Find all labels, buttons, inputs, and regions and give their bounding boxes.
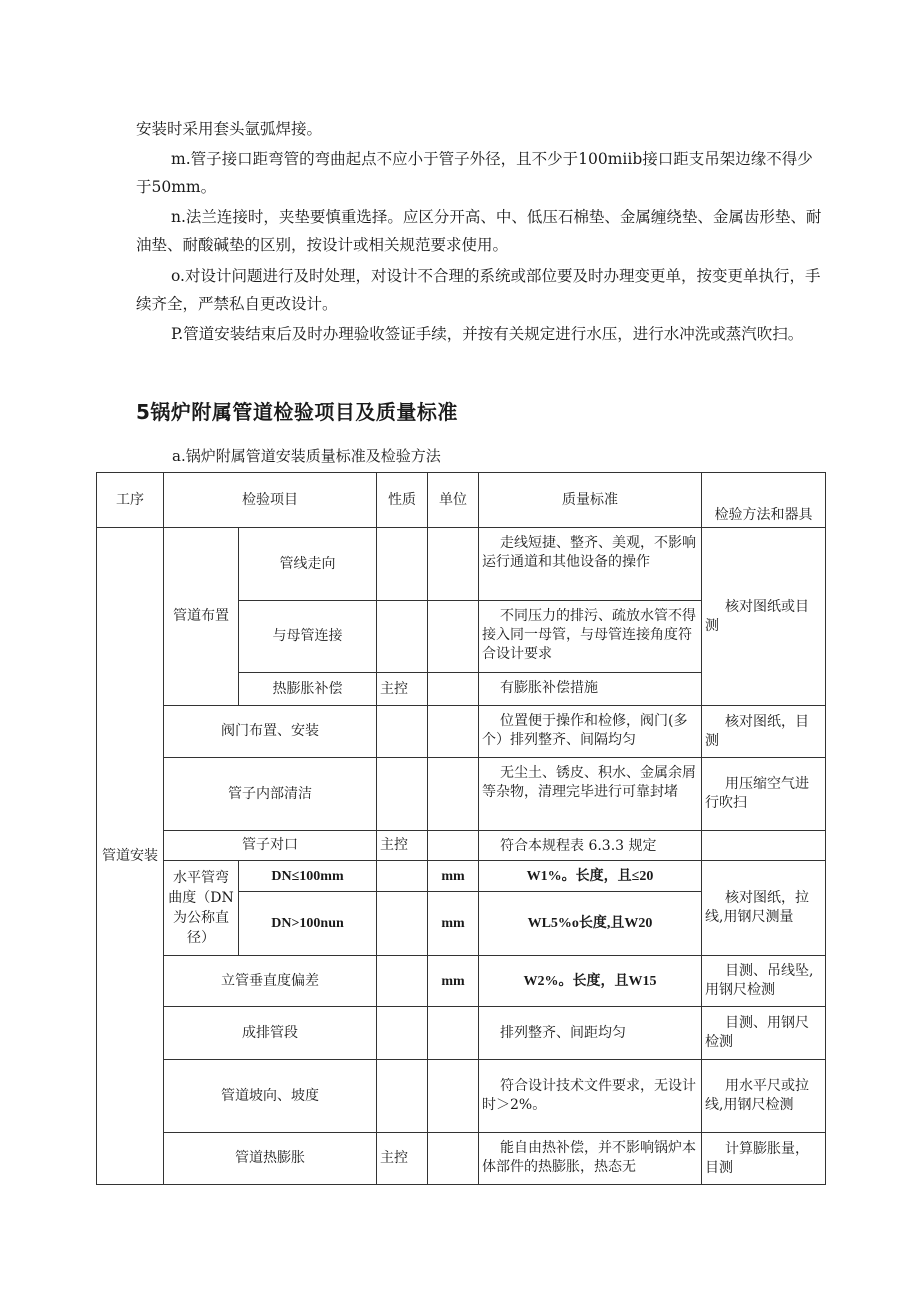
unit-cell [428,1060,479,1133]
method-cell: 用水平尺或拉线,用钢尺检测 [702,1060,826,1133]
header-unit: 单位 [428,473,479,528]
standard-cell: W2%。长度，且W15 [479,956,702,1007]
nature-cell [377,1060,428,1133]
standard-cell: 符合设计技术文件要求，无设计时＞2%。 [479,1060,702,1133]
item-cell: 管线走向 [239,528,377,601]
table-header-row [97,473,826,528]
method-cell: 核对图纸或目测 [702,528,826,706]
standard-cell: 无尘土、锈皮、积水、金属余屑等杂物，清理完毕进行可靠封堵 [479,758,702,831]
unit-cell [428,528,479,601]
nature-cell: 主控 [377,1133,428,1185]
layout-group-cell: 管道布置 [164,528,239,706]
unit-cell [428,758,479,831]
method-cell: 目测、吊线坠,用钢尺检测 [702,956,826,1007]
method-cell: 计算膨胀量，目测 [702,1133,826,1185]
nature-cell [377,861,428,892]
unit-cell [428,706,479,758]
table-title: a.锅炉附属管道安装质量标准及检验方法 [172,447,441,465]
item-cell: 管子对口 [164,831,377,861]
paragraph-o: o.对设计问题进行及时处理，对设计不合理的系统或部位要及时办理变更单，按变更单执行，手续齐全，严禁私自更改设计。 [136,267,821,313]
table-row [97,956,826,1007]
unit-cell [428,601,479,673]
table-row [97,528,826,601]
item-cell: 热膨胀补偿 [239,673,377,706]
paragraph-p: P.管道安装结束后及时办理验收签证手续，并按有关规定进行水压，进行水冲洗或蒸汽吹扫。 [171,325,804,343]
nature-cell [377,706,428,758]
table-row [97,1060,826,1133]
sub-item-cell: DN>100nun [239,892,377,956]
standard-cell: 不同压力的排污、疏放水管不得接入同一母管，与母管连接角度符合设计要求 [479,601,702,673]
item-cell: 阀门布置、安装 [164,706,377,758]
section-heading: 5锅炉附属管道检验项目及质量标准 [136,400,458,424]
method-cell: 核对图纸，目测 [702,706,826,758]
standard-cell: 符合本规程表 6.3.3 规定 [479,831,702,861]
nature-cell: 主控 [377,673,428,706]
unit-cell [428,831,479,861]
table-row [97,1133,826,1185]
header-nature: 性质 [377,473,428,528]
quality-standard-table [96,472,826,1185]
bend-group-cell: 水平管弯曲度（DN为公称直径） [164,861,239,956]
standard-cell: WL5%o长度,且W20 [479,892,702,956]
header-item: 检验项目 [164,473,377,528]
nature-cell [377,956,428,1007]
header-standard: 质量标准 [479,473,702,528]
unit-cell: mm [428,861,479,892]
table-row [97,831,826,861]
nature-cell: 主控 [377,831,428,861]
nature-cell [377,892,428,956]
process-cell: 管道安装 [97,528,164,1185]
method-cell: 核对图纸，拉线,用钢尺测量 [702,861,826,956]
standard-cell: 能自由热补偿，并不影响锅炉本体部件的热膨胀，热态无 [479,1133,702,1185]
table-row [97,861,826,892]
standard-cell: 位置便于操作和检修，阀门(多个）排列整齐、间隔均匀 [479,706,702,758]
unit-cell [428,1007,479,1060]
item-cell: 管子内部清洁 [164,758,377,831]
nature-cell [377,528,428,601]
table-row [97,706,826,758]
item-cell: 立管垂直度偏差 [164,956,377,1007]
header-method: 检验方法和器具 [702,473,826,528]
method-cell: 用压缩空气进行吹扫 [702,758,826,831]
unit-cell: mm [428,956,479,1007]
nature-cell [377,1007,428,1060]
sub-item-cell: DN≤100mm [239,861,377,892]
paragraph-l-continuation: 安装时采用套头氩弧焊接。 [136,120,323,138]
item-cell: 与母管连接 [239,601,377,673]
table-row [97,1007,826,1060]
nature-cell [377,601,428,673]
header-process: 工序 [97,473,164,528]
unit-cell [428,673,479,706]
standard-cell: 走线短捷、整齐、美观，不影响运行通道和其他设备的操作 [479,528,702,601]
nature-cell [377,758,428,831]
unit-cell: mm [428,892,479,956]
standard-cell: 排列整齐、间距均匀 [479,1007,702,1060]
paragraph-m: m.管子接口距弯管的弯曲起点不应小于管子外径，且不少于100miib接口距支吊架边缘不得少于50mm。 [136,150,813,196]
unit-cell [428,1133,479,1185]
item-cell: 管道坡向、坡度 [164,1060,377,1133]
paragraph-n: n.法兰连接时，夹垫要慎重选择。应区分开高、中、低压石棉垫、金属缠绕垫、金属齿形垫、耐油垫、耐酸碱垫的区别，按设计或相关规范要求使用。 [136,208,822,254]
standard-cell: 有膨胀补偿措施 [479,673,702,706]
item-cell: 管道热膨胀 [164,1133,377,1185]
method-cell [702,831,826,861]
table-row [97,758,826,831]
standard-cell: W1%。长度，且≤20 [479,861,702,892]
item-cell: 成排管段 [164,1007,377,1060]
method-cell: 目测、用钢尺检测 [702,1007,826,1060]
